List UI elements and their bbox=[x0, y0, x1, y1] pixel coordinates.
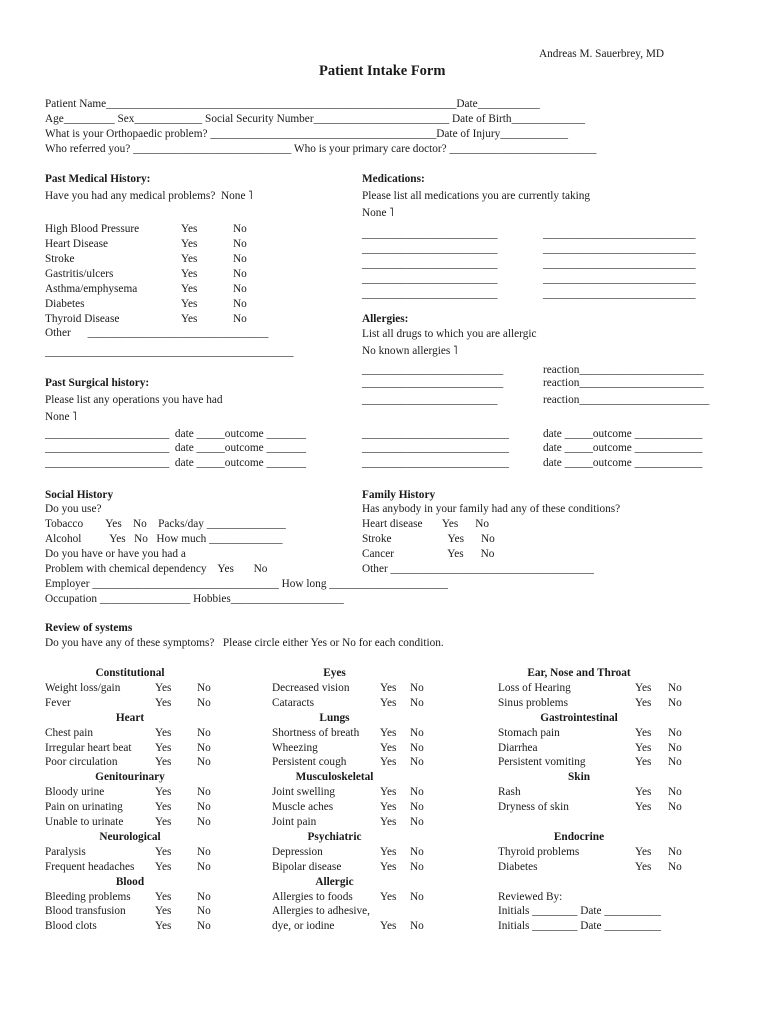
social-history-heading: Social History bbox=[45, 489, 114, 501]
operation-row[interactable]: ______________________ date _____outcome _______ bbox=[45, 442, 307, 454]
ros-category-heading: Neurological bbox=[99, 830, 161, 843]
no-option[interactable]: No bbox=[668, 696, 682, 709]
no-option[interactable]: No bbox=[410, 816, 424, 828]
yes-option[interactable]: Yes bbox=[380, 920, 397, 933]
operation-row[interactable]: ______________________ date _____outcome _______ bbox=[45, 457, 307, 469]
no-option[interactable]: No bbox=[197, 801, 211, 814]
yes-option[interactable]: Yes bbox=[380, 681, 397, 694]
ros-symptom-label: Chest pain bbox=[45, 726, 94, 739]
no-option[interactable]: No bbox=[197, 786, 211, 799]
ros-symptom-label: Rash bbox=[498, 786, 521, 799]
tobacco-line[interactable]: Tobacco Yes No Packs/day ______________ bbox=[45, 518, 286, 530]
no-option[interactable]: No bbox=[410, 845, 424, 858]
ros-symptom-label: Fever bbox=[45, 696, 71, 709]
yes-option[interactable]: Yes bbox=[635, 845, 652, 858]
ros-symptom-label: Wheezing bbox=[272, 741, 318, 754]
family-question: Has anybody in your family had any of these conditions? bbox=[362, 503, 621, 515]
ros-symptom-label: Thyroid problems bbox=[498, 845, 580, 858]
yes-option[interactable]: Yes bbox=[155, 741, 172, 754]
ros-symptom-label: Dryness of skin bbox=[498, 801, 569, 814]
condition-label: Diabetes bbox=[45, 298, 85, 310]
ros-category-heading: Psychiatric bbox=[307, 830, 362, 843]
operation-field[interactable]: __________________________ bbox=[362, 442, 509, 454]
operation-row[interactable]: ______________________ date _____outcome _______ bbox=[45, 428, 307, 440]
yes-option[interactable]: Yes bbox=[635, 741, 652, 754]
no-option[interactable]: No bbox=[233, 313, 247, 325]
no-option[interactable]: No bbox=[233, 283, 247, 295]
no-option[interactable]: No bbox=[410, 696, 424, 709]
ros-symptom-label: Unable to urinate bbox=[45, 816, 124, 828]
no-option[interactable]: No bbox=[668, 726, 682, 739]
no-option[interactable]: No bbox=[197, 905, 211, 918]
yes-option[interactable]: Yes bbox=[181, 313, 198, 325]
none-checkbox[interactable]: ˥ bbox=[389, 207, 394, 219]
yes-option[interactable]: Yes bbox=[380, 741, 397, 754]
yes-option[interactable]: Yes bbox=[155, 905, 172, 918]
ros-category-heading: Allergic bbox=[315, 875, 354, 888]
ros-category-heading: Musculoskeletal bbox=[295, 771, 374, 784]
no-option[interactable]: No bbox=[668, 786, 682, 799]
outcome-field[interactable]: date _____outcome ____________ bbox=[543, 442, 703, 454]
no-option[interactable]: No bbox=[410, 726, 424, 739]
medication-field[interactable]: ________________________ bbox=[362, 288, 498, 300]
no-option[interactable]: No bbox=[197, 920, 211, 933]
ros-symptom-label: Paralysis bbox=[45, 845, 86, 858]
medications-none: None ˥ bbox=[362, 207, 394, 219]
ros-symptom-label: Diabetes bbox=[498, 860, 538, 873]
no-option[interactable]: No bbox=[668, 756, 682, 769]
medication-field[interactable]: ___________________________ bbox=[543, 243, 696, 255]
alcohol-line[interactable]: Alcohol Yes No How much _____________ bbox=[45, 533, 283, 545]
allergies-instructions: List all drugs to which you are allergic bbox=[362, 328, 537, 340]
ros-category-heading: Eyes bbox=[323, 667, 346, 679]
medication-field[interactable]: ________________________ bbox=[362, 258, 498, 270]
condition-label: Stroke bbox=[45, 253, 75, 265]
family-heart-disease[interactable]: Heart disease Yes No bbox=[362, 518, 490, 530]
yes-option[interactable]: Yes bbox=[155, 890, 172, 903]
no-option[interactable]: No bbox=[668, 845, 682, 858]
chemical-dependency-line[interactable]: Problem with chemical dependency Yes No bbox=[45, 563, 268, 575]
yes-option[interactable]: Yes bbox=[380, 816, 397, 828]
doctor-name: Andreas M. Sauerbrey, MD bbox=[539, 48, 665, 60]
yes-option[interactable]: Yes bbox=[155, 801, 172, 814]
no-option[interactable]: No bbox=[197, 860, 211, 873]
no-allergies-checkbox[interactable]: ˥ bbox=[453, 345, 458, 357]
no-option[interactable]: No bbox=[197, 890, 211, 903]
ros-symptom-label: Weight loss/gain bbox=[45, 681, 121, 694]
no-option[interactable]: No bbox=[233, 223, 247, 235]
yes-option[interactable]: Yes bbox=[181, 268, 198, 280]
yes-option[interactable]: Yes bbox=[155, 860, 172, 873]
no-option[interactable]: No bbox=[410, 741, 424, 754]
no-option[interactable]: No bbox=[410, 801, 424, 814]
yes-option[interactable]: Yes bbox=[635, 696, 652, 709]
ros-symptom-label: Persistent cough bbox=[272, 756, 347, 769]
no-option[interactable]: No bbox=[233, 253, 247, 265]
social-line: Do you use? bbox=[45, 503, 102, 515]
condition-label: Heart Disease bbox=[45, 238, 109, 250]
allergy-field[interactable]: _________________________ bbox=[362, 377, 504, 389]
ros-category-heading: Gastrointestinal bbox=[540, 711, 618, 724]
operation-field[interactable]: __________________________ bbox=[362, 457, 509, 469]
ros-symptom-label: Blood clots bbox=[45, 920, 97, 933]
patient-name-line[interactable]: Patient Name______________________________________________________________Date___________ bbox=[45, 98, 540, 110]
yes-option[interactable]: Yes bbox=[181, 238, 198, 250]
ros-category-heading: Genitourinary bbox=[95, 771, 165, 784]
ros-symptom-label: Pain on urinating bbox=[45, 801, 123, 814]
ros-category-heading: Endocrine bbox=[553, 830, 605, 843]
referral-line[interactable]: Who referred you? ____________________________ Who is your primary care doctor? __________________________ bbox=[45, 143, 597, 155]
allergy-field[interactable]: _________________________ bbox=[362, 364, 504, 376]
yes-option[interactable]: Yes bbox=[380, 726, 397, 739]
yes-option[interactable]: Yes bbox=[380, 890, 397, 903]
yes-option[interactable]: Yes bbox=[181, 298, 198, 310]
ros-symptom-label: Irregular heart beat bbox=[45, 741, 132, 754]
no-option[interactable]: No bbox=[668, 801, 682, 814]
ros-symptom-label: Bleeding problems bbox=[45, 890, 131, 903]
psh-none: None ˥ bbox=[45, 411, 77, 423]
no-option[interactable]: No bbox=[233, 298, 247, 310]
psh-heading: Past Surgical history: bbox=[45, 377, 150, 389]
ros-symptom-label: dye, or iodine bbox=[272, 920, 335, 933]
medications-heading: Medications: bbox=[362, 173, 425, 185]
allergy-field[interactable]: ________________________ bbox=[362, 394, 498, 406]
yes-option[interactable]: Yes bbox=[380, 860, 397, 873]
ros-symptom-label: Joint swelling bbox=[272, 786, 336, 799]
ros-symptom-label: Diarrhea bbox=[498, 741, 538, 754]
medication-field[interactable]: ___________________________ bbox=[543, 258, 696, 270]
no-option[interactable]: No bbox=[233, 238, 247, 250]
medication-field[interactable]: ________________________ bbox=[362, 228, 498, 240]
no-option[interactable]: No bbox=[197, 726, 211, 739]
no-option[interactable]: No bbox=[410, 786, 424, 799]
allergies-none: No known allergies ˥ bbox=[362, 345, 458, 357]
no-option[interactable]: No bbox=[668, 741, 682, 754]
ros-symptom-label: Allergies to foods bbox=[272, 890, 353, 903]
no-option[interactable]: No bbox=[668, 860, 682, 873]
no-option[interactable]: No bbox=[410, 920, 424, 933]
yes-option[interactable]: Yes bbox=[155, 756, 172, 769]
yes-option[interactable]: Yes bbox=[380, 786, 397, 799]
condition-label: High Blood Pressure bbox=[45, 223, 140, 235]
ros-category-heading: Heart bbox=[115, 711, 145, 724]
yes-option[interactable]: Yes bbox=[181, 283, 198, 295]
ros-symptom-label: Loss of Hearing bbox=[498, 681, 571, 694]
ros-instructions: Do you have any of these symptoms? Please circle either Yes or No for each condition. bbox=[45, 637, 444, 649]
no-option[interactable]: No bbox=[410, 681, 424, 694]
family-history-heading: Family History bbox=[362, 489, 436, 501]
yes-option[interactable]: Yes bbox=[181, 223, 198, 235]
yes-option[interactable]: Yes bbox=[155, 920, 172, 933]
pmh-other-field[interactable]: Other ________________________________ bbox=[45, 327, 269, 339]
ros-symptom-label: Frequent headaches bbox=[45, 860, 135, 873]
social-line: Do you have or have you had a bbox=[45, 548, 186, 560]
yes-option[interactable]: Yes bbox=[635, 756, 652, 769]
occupation-line[interactable]: Occupation ________________ Hobbies____________________ bbox=[45, 593, 344, 605]
ros-category-heading: Ear, Nose and Throat bbox=[527, 667, 631, 679]
no-option[interactable]: No bbox=[197, 681, 211, 694]
operation-field[interactable]: __________________________ bbox=[362, 428, 509, 440]
ros-symptom-label: Muscle aches bbox=[272, 801, 334, 814]
reaction-field[interactable]: reaction______________________ bbox=[543, 364, 704, 376]
no-option[interactable]: No bbox=[410, 890, 424, 903]
pmh-heading: Past Medical History: bbox=[45, 173, 151, 185]
yes-option[interactable]: Yes bbox=[380, 696, 397, 709]
yes-option[interactable]: Yes bbox=[155, 845, 172, 858]
ros-symptom-label: Bipolar disease bbox=[272, 860, 342, 873]
medication-field[interactable]: ________________________ bbox=[362, 243, 498, 255]
no-option[interactable]: No bbox=[410, 756, 424, 769]
age-sex-ssn-line[interactable]: Age_________ Sex____________ Social Security Number________________________ Date of Birth_____________ bbox=[45, 113, 586, 125]
family-other[interactable]: Other ____________________________________ bbox=[362, 563, 594, 575]
ros-symptom-label: Joint pain bbox=[272, 816, 317, 828]
medications-instructions: Please list all medications you are currently taking bbox=[362, 190, 591, 202]
form-title: Patient Intake Form bbox=[319, 63, 446, 79]
no-option[interactable]: No bbox=[197, 696, 211, 709]
none-checkbox[interactable]: ˥ bbox=[248, 190, 253, 202]
yes-option[interactable]: Yes bbox=[635, 726, 652, 739]
yes-option[interactable]: Yes bbox=[155, 681, 172, 694]
medication-field[interactable]: ___________________________ bbox=[543, 228, 696, 240]
ros-heading: Review of systems bbox=[45, 622, 133, 634]
family-stroke[interactable]: Stroke Yes No bbox=[362, 533, 495, 545]
medication-field[interactable]: ___________________________ bbox=[543, 273, 696, 285]
ros-symptom-label: Stomach pain bbox=[498, 726, 560, 739]
ros-symptom-label: Poor circulation bbox=[45, 756, 118, 769]
yes-option[interactable]: Yes bbox=[181, 253, 198, 265]
yes-option[interactable]: Yes bbox=[380, 845, 397, 858]
family-cancer[interactable]: Cancer Yes No bbox=[362, 548, 495, 560]
ros-symptom-label: Bloody urine bbox=[45, 786, 105, 799]
yes-option[interactable]: Yes bbox=[380, 756, 397, 769]
pmh-other-field-2[interactable]: ____________________________________________ bbox=[45, 346, 294, 358]
yes-option[interactable]: Yes bbox=[635, 860, 652, 873]
no-option[interactable]: No bbox=[668, 681, 682, 694]
ros-category-heading: Lungs bbox=[319, 711, 350, 724]
pmh-question: Have you had any medical problems? None ˥ bbox=[45, 190, 253, 202]
condition-label: Asthma/emphysema bbox=[45, 283, 138, 295]
ros-symptom-label: Allergies to adhesive, bbox=[272, 905, 370, 918]
condition-label: Thyroid Disease bbox=[45, 313, 120, 325]
ros-symptom-label: Decreased vision bbox=[272, 681, 350, 694]
employer-line[interactable]: Employer _________________________________ How long _____________________ bbox=[45, 578, 448, 590]
outcome-field[interactable]: date _____outcome ____________ bbox=[543, 457, 703, 469]
no-option[interactable]: No bbox=[410, 860, 424, 873]
none-checkbox[interactable]: ˥ bbox=[72, 411, 77, 423]
ros-symptom-label: Depression bbox=[272, 845, 323, 858]
outcome-field[interactable]: date _____outcome ____________ bbox=[543, 428, 703, 440]
yes-option[interactable]: Yes bbox=[155, 786, 172, 799]
no-option[interactable]: No bbox=[197, 741, 211, 754]
reaction-field[interactable]: reaction_______________________ bbox=[543, 394, 710, 406]
yes-option[interactable]: Yes bbox=[155, 696, 172, 709]
medication-field[interactable]: ________________________ bbox=[362, 273, 498, 285]
no-option[interactable]: No bbox=[197, 845, 211, 858]
ros-symptom-label: Initials ________ Date __________ bbox=[498, 905, 661, 918]
allergies-heading: Allergies: bbox=[362, 313, 409, 325]
yes-option[interactable]: Yes bbox=[635, 681, 652, 694]
ros-symptom-label: Sinus problems bbox=[498, 696, 568, 709]
yes-option[interactable]: Yes bbox=[380, 801, 397, 814]
no-option[interactable]: No bbox=[197, 756, 211, 769]
orthopaedic-problem-line[interactable]: What is your Orthopaedic problem? ________________________________________Date of Injury____________ bbox=[45, 128, 569, 140]
no-option[interactable]: No bbox=[233, 268, 247, 280]
medication-field[interactable]: ___________________________ bbox=[543, 288, 696, 300]
ros-symptom-label: Shortness of breath bbox=[272, 726, 360, 739]
ros-symptom-label: Initials ________ Date __________ bbox=[498, 920, 661, 933]
yes-option[interactable]: Yes bbox=[635, 786, 652, 799]
psh-instructions: Please list any operations you have had bbox=[45, 394, 223, 406]
ros-symptom-label: Persistent vomiting bbox=[498, 756, 586, 769]
reaction-field[interactable]: reaction______________________ bbox=[543, 377, 704, 389]
yes-option[interactable]: Yes bbox=[155, 726, 172, 739]
ros-symptom-label: Reviewed By: bbox=[498, 890, 563, 903]
ros-symptom-label: Blood transfusion bbox=[45, 905, 126, 918]
ros-category-heading: Constitutional bbox=[95, 667, 165, 679]
ros-category-heading: Blood bbox=[115, 875, 145, 888]
yes-option[interactable]: Yes bbox=[155, 816, 172, 828]
condition-label: Gastritis/ulcers bbox=[45, 268, 114, 280]
ros-category-heading: Skin bbox=[568, 771, 590, 784]
yes-option[interactable]: Yes bbox=[635, 801, 652, 814]
ros-symptom-label: Cataracts bbox=[272, 696, 315, 709]
no-option[interactable]: No bbox=[197, 816, 211, 828]
